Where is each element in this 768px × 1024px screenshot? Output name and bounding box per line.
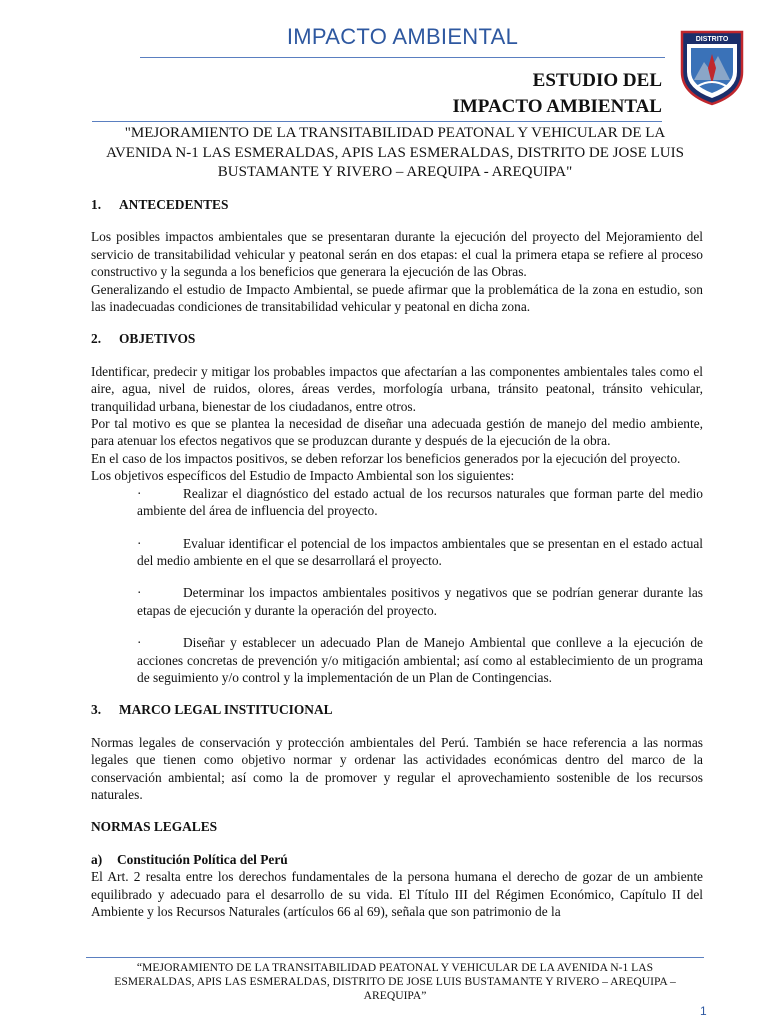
section-heading-objetivos: [91, 330, 703, 347]
list-item-text: Evaluar identificar el potencial de los impactos ambientales que se presentan en el estado actual del medio ambiente en el que se desarrollará el proyecto.: [137, 535, 703, 568]
section-title: OBJETIVOS: [119, 331, 196, 347]
study-title: [340, 68, 662, 120]
bullet-symbol: ·: [137, 485, 142, 501]
logo-top-text: DISTRITO: [695, 36, 729, 43]
paragraph: El Art. 2 resalta entre los derechos fundamentales de la persona humana el derecho de gozar de un ambiente equilibrado y adecuado para el desarrollo de su vida. El Título III del Régimen Económico, Capítulo II del Ambiente y los Recursos Naturales (artículos 66 al 69), señala que son patrimonio de la: [91, 869, 703, 919]
paragraph: Normas legales de conservación y protección ambientales del Perú. También se hace referencia a las normas legales que tienen como objetivo normar y ordenar las actividades económicas dentro del marco de la conservación ambiental; así como la de promover y regular el aprovechamiento sostenible de los recursos naturales.: [91, 734, 703, 802]
header-title: IMPACTO AMBIENTAL: [286, 24, 519, 49]
paragraph: Los posibles impactos ambientales que se presentaran durante la ejecución del proyecto del Mejoramiento del servicio de transitabilidad vehicular y peatonal serán en dos etapas: el cual la primera etapa se refiere al proceso constructivo y la segunda a los beneficios que generara la ejecución de las Obras.: [91, 229, 703, 280]
section-number: 3.: [91, 702, 102, 718]
list-item: [137, 634, 703, 686]
section-heading-marco-legal: [91, 701, 703, 718]
page-number: 1: [700, 1004, 707, 1018]
paragraph: Los objetivos específicos del Estudio de Impacto Ambiental son los siguientes:: [91, 468, 515, 484]
section-number: 1.: [91, 197, 102, 212]
section-title: ANTECEDENTES: [119, 197, 229, 212]
subheading-title: Constitución Política del Perú: [117, 851, 288, 867]
section-heading-antecedentes: [91, 196, 703, 213]
district-seal-logo: [678, 28, 746, 106]
footer-rule: [86, 957, 704, 958]
subheading-label: a): [91, 851, 103, 867]
paragraph: Por tal motivo es que se plantea la necesidad de diseñar una adecuada gestión de manejo del medio ambiente, para atenuar los efectos negativos que se produzcan durante y después de la ejecución de la obra.: [91, 416, 703, 449]
list-item-text: Diseñar y establecer un adecuado Plan de Manejo Ambiental que conlleve a la ejecución de acciones concretas de prevención y/o mitigación ambiental; así como al establecimiento de un programa de seguimiento y/o control y la implementación de un Plan de Contingencias.: [137, 635, 703, 685]
document-body: [91, 196, 703, 920]
header-rule: [140, 57, 665, 58]
bullet-symbol: ·: [137, 535, 142, 551]
paragraph: Identificar, predecir y mitigar los probables impactos que afectarían a las componentes ambientales tales como el aire, agua, nivel de ruidos, olores, áreas verdes, morfología urbana, tránsito peatonal, tránsito vehicular, tranquilidad urbana, bienestar de los ciudadanos, entre otros.: [91, 363, 703, 414]
list-item-text: Determinar los impactos ambientales positivos y negativos que se podrían generar durante las etapas de ejecución y durante la operación del proyecto.: [137, 585, 703, 618]
bullet-symbol: ·: [137, 585, 142, 601]
list-item: [137, 535, 703, 570]
paragraph: En el caso de los impactos positivos, se deben reforzar los beneficios generados por la ejecución del proyecto.: [91, 450, 681, 466]
list-item: [137, 584, 703, 619]
normas-legales-heading: NORMAS LEGALES: [91, 819, 218, 835]
paragraph: Generalizando el estudio de Impacto Ambiental, se puede afirmar que la problemática de la zona en estudio, son las inadecuadas condiciones de transitabilidad vehicular y peatonal en dicha zona.: [91, 281, 703, 315]
list-item: [137, 485, 703, 520]
footer-text: “MEJORAMIENTO DE LA TRANSITABILIDAD PEATONAL Y VEHICULAR DE LA AVENIDA N-1 LAS ESMERALDAS, APIS LAS ESMERALDAS, DISTRITO DE JOSE LUIS BUSTAMANTE Y RIVERO – AREQUIPA – AREQUIPA”: [114, 961, 676, 1002]
subheading-constitucion: [91, 851, 703, 868]
title-rule: [92, 121, 662, 122]
study-title-line1: ESTUDIO DEL: [532, 70, 662, 91]
study-title-line2: IMPACTO AMBIENTAL: [452, 96, 662, 117]
section-number: 2.: [91, 331, 102, 347]
section-title: MARCO LEGAL INSTITUCIONAL: [119, 702, 333, 718]
project-title: "MEJORAMIENTO DE LA TRANSITABILIDAD PEATONAL Y VEHICULAR DE LA AVENIDA N-1 LAS ESMERALDAS, APIS LAS ESMERALDAS, DISTRITO DE JOSE LUIS BUSTAMANTE Y RIVERO – AREQUIPA - AREQUIPA": [106, 125, 684, 180]
list-item-text: Realizar el diagnóstico del estado actual de los recursos naturales que forman parte del medio ambiente del área de influencia del proyecto.: [137, 485, 703, 519]
bullet-symbol: ·: [137, 635, 142, 651]
